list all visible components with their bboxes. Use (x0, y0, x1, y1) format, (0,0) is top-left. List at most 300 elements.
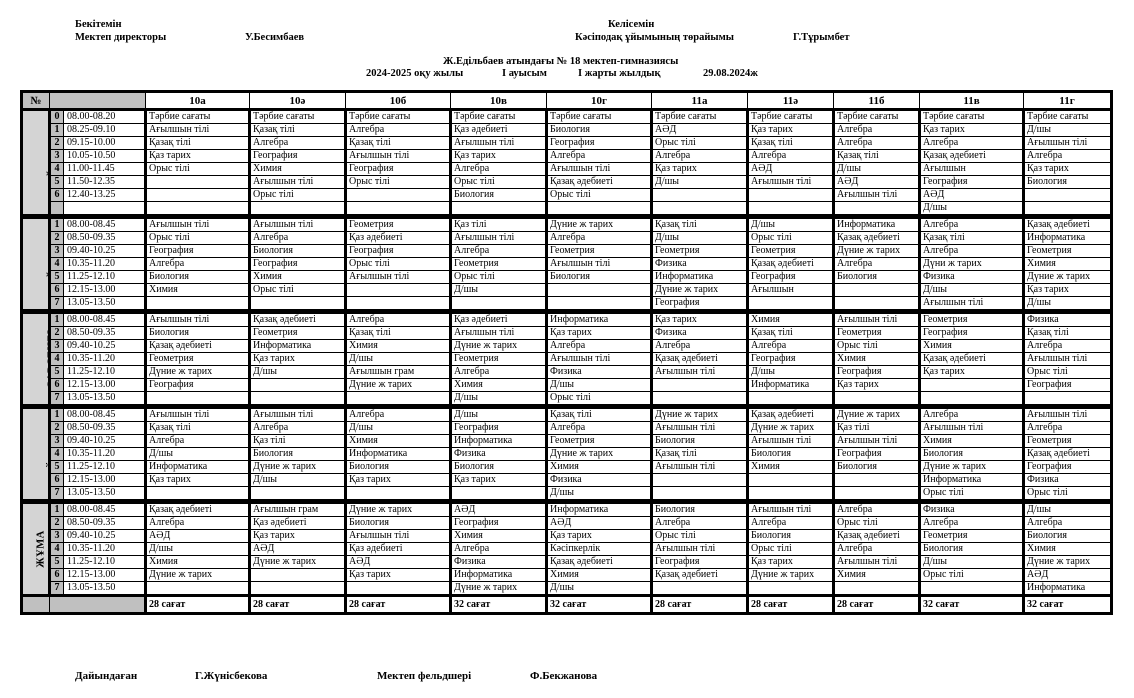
subject-cell: Ағылшын тілі (451, 137, 547, 150)
lesson-number: 5 (50, 176, 64, 189)
subject-cell: География (920, 327, 1024, 340)
subject-cell: Химия (920, 340, 1024, 353)
lesson-time: 11.00-11.45 (64, 163, 146, 176)
union-title: Кәсіподақ ұйымының төрайымы (575, 32, 734, 43)
lesson-time: 13.05-13.50 (64, 392, 146, 405)
subject-cell (652, 474, 748, 487)
subject-cell: Қаз тарих (547, 530, 652, 543)
lesson-time: 11.25-12.10 (64, 271, 146, 284)
subject-cell: АӘД (652, 124, 748, 137)
subject-cell: Тәрбие сағаты (748, 110, 834, 124)
subject-cell: Қаз әдебиеті (346, 232, 451, 245)
subject-cell: Қаз тілі (451, 219, 547, 232)
subject-cell: Қазақ әдебиеті (834, 232, 920, 245)
subject-cell: Алгебра (451, 163, 547, 176)
class-header: 10г (547, 92, 652, 110)
subject-cell: Дүние ж тарих (1024, 556, 1112, 569)
lesson-time (64, 202, 146, 215)
lesson-row (22, 504, 1112, 517)
lesson-row (22, 422, 1112, 435)
subject-cell (652, 392, 748, 405)
lesson-number: 0 (50, 110, 64, 124)
subject-cell: География (1024, 461, 1112, 474)
subject-cell: Дүние ж тарих (834, 245, 920, 258)
subject-cell: АӘД (346, 556, 451, 569)
subject-cell (652, 582, 748, 596)
lesson-row (22, 202, 1112, 215)
subject-cell (146, 189, 250, 202)
subject-cell: Ағылшын (748, 284, 834, 297)
subject-cell: Химия (547, 569, 652, 582)
subject-cell: Д/шы (834, 163, 920, 176)
subject-cell: Алгебра (748, 150, 834, 163)
subject-cell: Биология (652, 504, 748, 517)
subject-cell: Д/шы (1024, 504, 1112, 517)
lesson-number: 4 (50, 258, 64, 271)
lesson-row (22, 582, 1112, 596)
subject-cell: Ағылшын тілі (547, 353, 652, 366)
lesson-row (22, 314, 1112, 327)
subject-cell: Қазақ әдебиеті (652, 569, 748, 582)
subject-cell (250, 297, 346, 310)
subject-cell: Алгебра (834, 504, 920, 517)
subject-cell: Дүние ж тарих (250, 556, 346, 569)
lesson-time: 13.05-13.50 (64, 582, 146, 596)
subject-cell (834, 487, 920, 500)
class-header: 10а (146, 92, 250, 110)
subject-cell: Д/шы (146, 448, 250, 461)
subject-cell: Информатика (748, 379, 834, 392)
subject-cell: Д/шы (346, 353, 451, 366)
subject-cell (834, 297, 920, 310)
lesson-number: 4 (50, 353, 64, 366)
lesson-row (22, 110, 1112, 124)
subject-cell: АӘД (920, 189, 1024, 202)
subject-cell (748, 202, 834, 215)
subject-cell: Химия (250, 271, 346, 284)
subject-cell: Қазақ тілі (146, 422, 250, 435)
subject-cell (748, 487, 834, 500)
subject-cell (1024, 392, 1112, 405)
subject-cell: Ағылшын тілі (920, 422, 1024, 435)
subject-cell: Химия (451, 379, 547, 392)
lesson-row (22, 474, 1112, 487)
subject-cell: Қаз тілі (834, 422, 920, 435)
subject-cell: Физика (451, 448, 547, 461)
subject-cell (748, 189, 834, 202)
subject-cell: Информатика (834, 219, 920, 232)
subject-cell: Биология (834, 271, 920, 284)
lesson-number: 3 (50, 245, 64, 258)
subject-cell: Д/шы (920, 284, 1024, 297)
subject-cell: Орыс тілі (920, 487, 1024, 500)
subject-cell: Қазақ әдебиеті (748, 258, 834, 271)
subject-cell: Қазақ тілі (834, 150, 920, 163)
subject-cell (346, 582, 451, 596)
subject-cell (346, 284, 451, 297)
subject-cell: Ағылшын тілі (146, 409, 250, 422)
subject-cell: Қазақ әдебиеті (146, 504, 250, 517)
subject-cell: Қазақ тілі (346, 327, 451, 340)
subject-cell: Д/шы (250, 474, 346, 487)
subject-cell: Химия (748, 461, 834, 474)
subject-cell: Алгебра (547, 150, 652, 163)
lesson-row (22, 392, 1112, 405)
subject-cell (748, 297, 834, 310)
subject-cell: Дүние ж тарих (748, 569, 834, 582)
lesson-time: 08.50-09.35 (64, 517, 146, 530)
lesson-number: 7 (50, 392, 64, 405)
subject-cell: География (250, 258, 346, 271)
subject-cell: Дүние ж тарих (346, 504, 451, 517)
subject-cell: Информатика (250, 340, 346, 353)
subject-cell: Ағылшын тілі (250, 176, 346, 189)
lesson-row (22, 556, 1112, 569)
subject-cell: Қазақ әдебиеті (1024, 448, 1112, 461)
subject-cell: Қаз тарих (346, 569, 451, 582)
lesson-time: 10.35-11.20 (64, 353, 146, 366)
subject-cell: Информатика (920, 474, 1024, 487)
subject-cell: Қазақ әдебиеті (250, 314, 346, 327)
medic-name: Ф.Бекжанова (530, 670, 598, 682)
subject-cell: Алгебра (346, 124, 451, 137)
subject-cell: Алгебра (920, 245, 1024, 258)
subject-cell: Алгебра (451, 366, 547, 379)
subject-cell: Информатика (547, 504, 652, 517)
lesson-row (22, 284, 1112, 297)
subject-cell (250, 569, 346, 582)
lesson-row (22, 163, 1112, 176)
lesson-number: 4 (50, 163, 64, 176)
subject-cell: Дүние ж тарих (1024, 271, 1112, 284)
subject-cell: Ағылшын тілі (748, 435, 834, 448)
subject-cell: Физика (547, 474, 652, 487)
subject-cell: Қазақ әдебиеті (652, 353, 748, 366)
subject-cell: Дүние ж тарих (146, 569, 250, 582)
class-header: 11в (920, 92, 1024, 110)
subject-cell: Ағылшын тілі (1024, 409, 1112, 422)
subject-cell: Дүние ж тарих (346, 379, 451, 392)
subject-cell: Химия (451, 530, 547, 543)
schedule-table (20, 90, 1113, 615)
subject-cell (834, 474, 920, 487)
subject-cell: Қаз тарих (1024, 163, 1112, 176)
lesson-number: 6 (50, 474, 64, 487)
subject-cell: Информатика (451, 569, 547, 582)
lesson-time: 08.25-09.10 (64, 124, 146, 137)
lesson-row (22, 137, 1112, 150)
lesson-time: 10.05-10.50 (64, 150, 146, 163)
subject-cell: Биология (920, 543, 1024, 556)
subject-cell: Информатика (1024, 232, 1112, 245)
lesson-time: 08.50-09.35 (64, 232, 146, 245)
subject-cell: Физика (451, 556, 547, 569)
lesson-number: 2 (50, 517, 64, 530)
lesson-row (22, 176, 1112, 189)
subject-cell: Қаз тарих (920, 124, 1024, 137)
subject-cell: Физика (547, 366, 652, 379)
time-header (50, 92, 146, 110)
subject-cell: Д/шы (451, 284, 547, 297)
subject-cell: Алгебра (451, 245, 547, 258)
subject-cell (920, 392, 1024, 405)
subject-cell: Ағылшын тілі (250, 219, 346, 232)
class-header: 11ә (748, 92, 834, 110)
subject-cell: Қазақ әдебиеті (920, 353, 1024, 366)
lesson-time: 09.15-10.00 (64, 137, 146, 150)
subject-cell: Д/шы (451, 409, 547, 422)
lesson-number: 6 (50, 379, 64, 392)
lesson-number: 3 (50, 150, 64, 163)
total-hours: 28 сағат (652, 596, 748, 614)
subject-cell: Орыс тілі (547, 189, 652, 202)
subject-cell: Орыс тілі (1024, 487, 1112, 500)
subject-cell: Қазақ тілі (1024, 327, 1112, 340)
lesson-number: 5 (50, 556, 64, 569)
subject-cell: Дүние ж тарих (451, 340, 547, 353)
subject-cell: География (834, 366, 920, 379)
subject-cell: Қаз тарих (834, 379, 920, 392)
total-hours: 28 сағат (346, 596, 451, 614)
lesson-number: 5 (50, 366, 64, 379)
lesson-row (22, 517, 1112, 530)
subject-cell (652, 487, 748, 500)
lesson-time: 12.15-13.00 (64, 284, 146, 297)
subject-cell: Геометрия (1024, 435, 1112, 448)
lesson-number: 2 (50, 422, 64, 435)
subject-cell: Қаз әдебиеті (346, 543, 451, 556)
subject-cell: Ағылшын тілі (346, 271, 451, 284)
subject-cell (146, 392, 250, 405)
subject-cell (451, 202, 547, 215)
class-header: 10ә (250, 92, 346, 110)
subject-cell: Қаз тарих (146, 150, 250, 163)
subject-cell: Алгебра (547, 232, 652, 245)
subject-cell: Химия (346, 340, 451, 353)
subject-cell: Физика (920, 271, 1024, 284)
subject-cell: Қазақ әдебиеті (547, 556, 652, 569)
subject-cell: Тәрбие сағаты (547, 110, 652, 124)
subject-cell: Ағылшын тілі (1024, 137, 1112, 150)
subject-cell: Кәсіпкерлік (547, 543, 652, 556)
subject-cell: Алгебра (1024, 422, 1112, 435)
subject-cell: Биология (250, 448, 346, 461)
subject-cell: Биология (451, 461, 547, 474)
subject-cell: Қаз әдебиеті (451, 124, 547, 137)
director-name: У.Бесимбаев (245, 32, 305, 43)
subject-cell: Химия (146, 284, 250, 297)
lesson-time: 12.40-13.25 (64, 189, 146, 202)
subject-cell: География (920, 176, 1024, 189)
subject-cell: Биология (748, 448, 834, 461)
subject-cell: Қазақ тілі (652, 448, 748, 461)
subject-cell: Физика (1024, 474, 1112, 487)
lesson-number: 2 (50, 327, 64, 340)
subject-cell: Қаз тарих (451, 150, 547, 163)
subject-cell (146, 487, 250, 500)
subject-cell: Химия (346, 435, 451, 448)
class-header: 10в (451, 92, 547, 110)
subject-cell: Қаз тарих (748, 556, 834, 569)
subject-cell (652, 379, 748, 392)
class-header: 11а (652, 92, 748, 110)
class-header-row (22, 92, 1112, 110)
subject-cell (146, 297, 250, 310)
lesson-time: 10.35-11.20 (64, 258, 146, 271)
subject-cell: Алгебра (920, 137, 1024, 150)
subject-cell: АӘД (250, 543, 346, 556)
subject-cell: Алгебра (451, 543, 547, 556)
subject-cell: Геометрия (1024, 245, 1112, 258)
subject-cell: Қазақ тілі (146, 137, 250, 150)
lesson-row (22, 487, 1112, 500)
subject-cell: Қазақ тілі (547, 409, 652, 422)
lesson-row (22, 189, 1112, 202)
subject-cell: Химия (146, 556, 250, 569)
subject-cell: Химия (834, 569, 920, 582)
agreed-label: Келісемін (608, 19, 655, 30)
subject-cell: Алгебра (146, 435, 250, 448)
subject-cell: География (451, 517, 547, 530)
subject-cell: Қазақ әдебиеті (547, 176, 652, 189)
subject-cell (250, 582, 346, 596)
lesson-number: 3 (50, 530, 64, 543)
subject-cell: Ағылшын тілі (652, 543, 748, 556)
subject-cell: Д/шы (748, 366, 834, 379)
subject-cell (146, 582, 250, 596)
subject-cell: Д/шы (748, 219, 834, 232)
subject-cell (346, 202, 451, 215)
class-header: 11г (1024, 92, 1112, 110)
subject-cell: Қаз тарих (250, 530, 346, 543)
lesson-number: 4 (50, 448, 64, 461)
lesson-time: 10.35-11.20 (64, 543, 146, 556)
subject-cell: Алгебра (346, 314, 451, 327)
subject-cell (834, 582, 920, 596)
subject-cell: Орыс тілі (834, 517, 920, 530)
total-hours: 32 сағат (547, 596, 652, 614)
subject-cell: Геометрия (920, 314, 1024, 327)
subject-cell: Ағылшын тілі (146, 219, 250, 232)
subject-cell: Геометрия (920, 530, 1024, 543)
subject-cell: Тәрбие сағаты (652, 110, 748, 124)
subject-cell (834, 284, 920, 297)
subject-cell: Геометрия (652, 245, 748, 258)
subject-cell: География (146, 379, 250, 392)
subject-cell: География (1024, 379, 1112, 392)
lesson-number: 3 (50, 340, 64, 353)
subject-cell: Қаз тарих (451, 474, 547, 487)
subject-cell: Қазақ әдебиеті (146, 340, 250, 353)
lesson-number: 3 (50, 435, 64, 448)
subject-cell: Орыс тілі (834, 340, 920, 353)
subject-cell: Алгебра (1024, 150, 1112, 163)
subject-cell: Геометрия (451, 353, 547, 366)
subject-cell: Орыс тілі (748, 232, 834, 245)
subject-cell: Ағылшын тілі (146, 314, 250, 327)
subject-cell: Информатика (451, 435, 547, 448)
subject-cell: Дүние ж тарих (834, 409, 920, 422)
lesson-time: 12.15-13.00 (64, 569, 146, 582)
subject-cell: Информатика (1024, 582, 1112, 596)
subject-cell: Физика (652, 258, 748, 271)
lesson-row (22, 409, 1112, 422)
total-hours: 28 сағат (250, 596, 346, 614)
subject-cell (346, 487, 451, 500)
lesson-time: 09.40-10.25 (64, 435, 146, 448)
lesson-time: 13.05-13.50 (64, 487, 146, 500)
lesson-row (22, 124, 1112, 137)
subject-cell: Алгебра (920, 219, 1024, 232)
approved-label: Бекітемін (75, 19, 122, 30)
subject-cell: Алгебра (652, 517, 748, 530)
subject-cell: География (834, 448, 920, 461)
lesson-row (22, 379, 1112, 392)
lesson-row (22, 245, 1112, 258)
lesson-row (22, 219, 1112, 232)
subject-cell: Химия (547, 461, 652, 474)
lesson-row (22, 353, 1112, 366)
lesson-time: 12.15-13.00 (64, 474, 146, 487)
subject-cell: Қаз тарих (346, 474, 451, 487)
lesson-time: 09.40-10.25 (64, 245, 146, 258)
subject-cell (547, 284, 652, 297)
subject-cell: Орыс тілі (920, 569, 1024, 582)
subject-cell (346, 297, 451, 310)
subject-cell: Дүние ж тарих (652, 284, 748, 297)
school-name: Ж.Едільбаев атындағы № 18 мектеп-гимназиясы (443, 56, 679, 67)
subject-cell: Биология (748, 530, 834, 543)
subject-cell: АӘД (748, 163, 834, 176)
half-year: I жарты жылдық (578, 68, 661, 79)
lesson-time: 08.00-08.45 (64, 409, 146, 422)
subject-cell (250, 392, 346, 405)
total-hours: 32 сағат (920, 596, 1024, 614)
subject-cell: Химия (250, 163, 346, 176)
subject-cell (1024, 189, 1112, 202)
subject-cell: Қазақ әдебиеті (834, 530, 920, 543)
subject-cell: Дүние ж тарих (250, 461, 346, 474)
subject-cell: Алгебра (920, 409, 1024, 422)
subject-cell: Д/шы (547, 379, 652, 392)
lesson-number: 2 (50, 137, 64, 150)
subject-cell: Қазақ әдебиеті (1024, 219, 1112, 232)
prepared-label: Дайындаған (75, 670, 138, 682)
subject-cell (250, 202, 346, 215)
subject-cell: Биология (346, 461, 451, 474)
subject-cell (834, 202, 920, 215)
subject-cell (451, 487, 547, 500)
subject-cell: Алгебра (547, 340, 652, 353)
subject-cell: Қазақ әдебиеті (748, 409, 834, 422)
lesson-row (22, 327, 1112, 340)
subject-cell: Дүние ж тарих (748, 422, 834, 435)
subject-cell: Химия (920, 435, 1024, 448)
subject-cell: География (451, 422, 547, 435)
subject-cell: Ағылшын тілі (346, 530, 451, 543)
subject-cell: Д/шы (547, 582, 652, 596)
lesson-number: 4 (50, 543, 64, 556)
subject-cell: Ағылшын тілі (834, 189, 920, 202)
subject-cell: Биология (547, 124, 652, 137)
lesson-row (22, 530, 1112, 543)
subject-cell (748, 474, 834, 487)
subject-cell: Тәрбие сағаты (346, 110, 451, 124)
subject-cell: Орыс тілі (748, 543, 834, 556)
lesson-number: 7 (50, 297, 64, 310)
subject-cell (250, 487, 346, 500)
subject-cell: Орыс тілі (547, 392, 652, 405)
